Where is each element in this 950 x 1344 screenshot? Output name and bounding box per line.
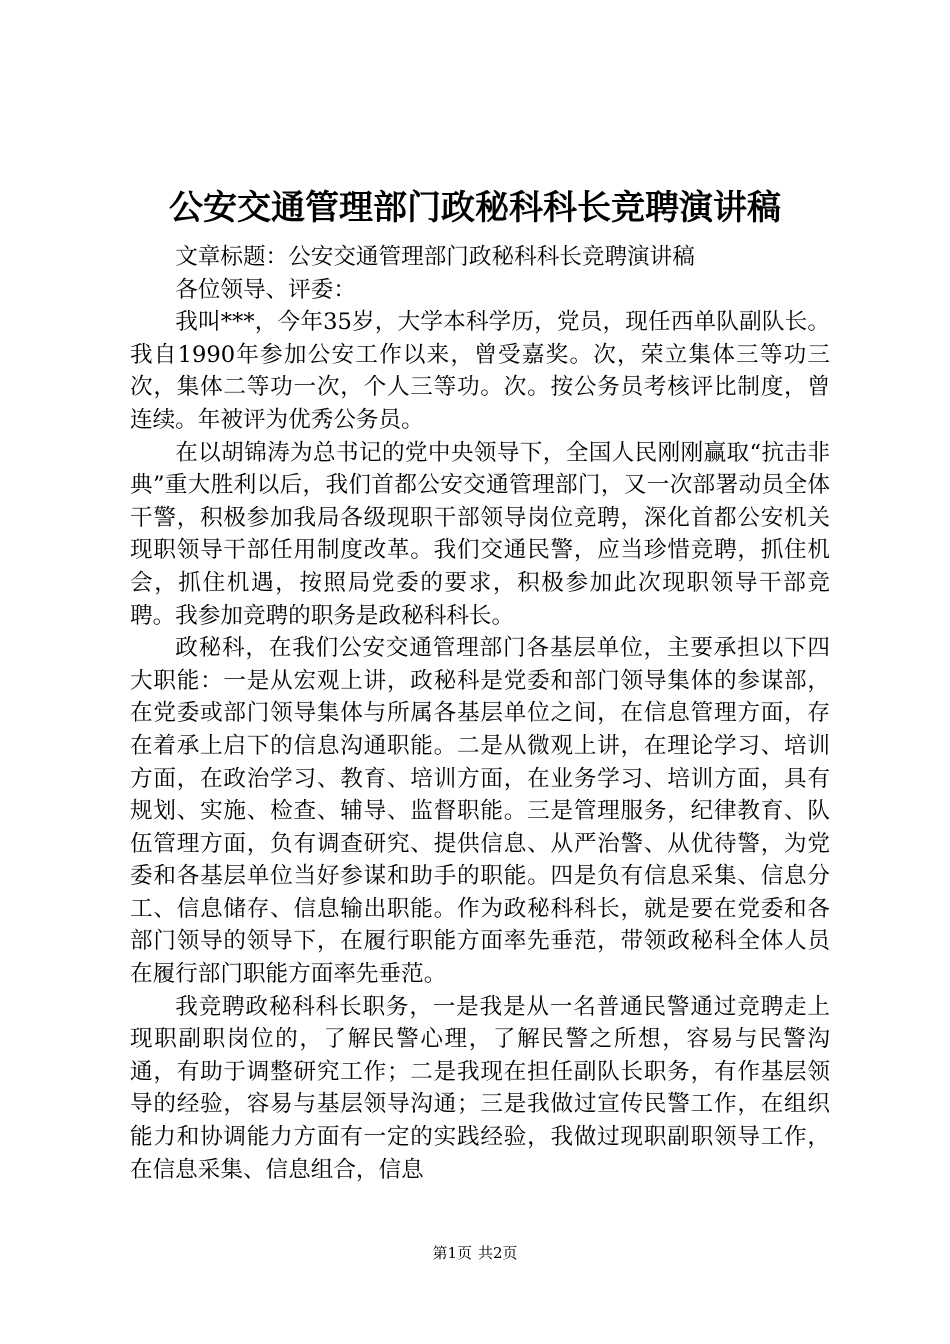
body-paragraph: 我叫***，今年35岁，大学本科学历，党员，现任西单队副队长。我自1990年参加公安工作以来，曾受嘉奖。次，荣立集体三等功三次，集体二等功一次，个人三等功。次。按公务员考核评比制度，曾连续。年被评为优秀公务员。 (130, 309, 830, 433)
page-footer (0, 1243, 950, 1263)
body-paragraph: 我竞聘政秘科科长职务，一是我是从一名普通民警通过竞聘走上现职副职岗位的，了解民警心理，了解民警之所想，容易与民警沟通，有助于调整研究工作；二是我现在担任副队长职务，有作基层领导的经验，容易与基层领导沟通；三是我做过宣传民警工作，在组织能力和协调能力方面有一定的实践经验，我做过现职副职领导工作，在信息采集、信息组合，信息 (130, 993, 830, 1183)
body-paragraph: 在以胡锦涛为总书记的党中央领导下，全国人民刚刚赢取“抗击非典”重大胜利以后，我们首都公安交通管理部门，又一次部署动员全体干警，积极参加我局各级现职干部领导岗位竞聘，深化首都公安机关现职领导干部任用制度改革。我们交通民警，应当珍惜竞聘，抓住机会，抓住机遇，按照局党委的要求，积极参加此次现职领导干部竞聘。我参加竞聘的职务是政秘科科长。 (130, 439, 830, 629)
body-paragraph: 政秘科，在我们公安交通管理部门各基层单位，主要承担以下四大职能：一是从宏观上讲，政秘科是党委和部门领导集体的参谋部，在党委或部门领导集体与所属各基层单位之间，在信息管理方面，存在着承上启下的信息沟通职能。二是从微观上讲，在理论学习、培训方面，在政治学习、教育、培训方面，在业务学习、培训方面，具有规划、实施、检查、辅导、监督职能。三是管理服务，纪律教育、队伍管理方面，负有调查研究、提供信息、从严治警、从优待警，为党委和各基层单位当好参谋和助手的职能。四是负有信息采集、信息分工、信息储存、信息输出职能。作为政秘科科长，就是要在党委和各部门领导的领导下，在履行职能方面率先垂范，带领政秘科全体人员在履行部门职能方面率先垂范。 (130, 635, 830, 988)
article-title-line: 文章标题：公安交通管理部门政秘科科长竞聘演讲稿 (175, 244, 695, 270)
document-title: 公安交通管理部门政秘科科长竞聘演讲稿 (169, 188, 781, 228)
page-total: 共2页 (478, 1244, 518, 1262)
page-number: 第1页 (432, 1244, 472, 1262)
document-body (130, 241, 830, 1186)
salutation: 各位领导、评委： (175, 276, 356, 303)
